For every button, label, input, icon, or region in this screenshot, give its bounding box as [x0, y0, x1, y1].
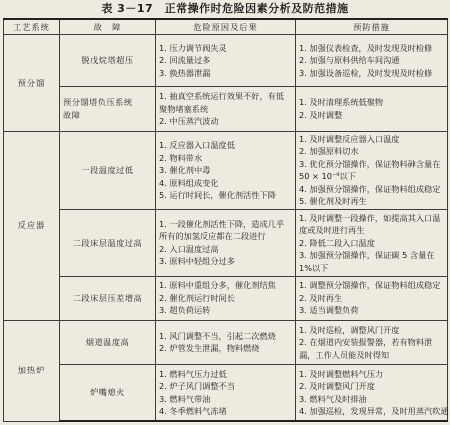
cause-line: 所有的加氢反应都在二段进行 — [159, 231, 266, 242]
table-row — [4, 131, 448, 210]
causes-cell — [156, 87, 296, 131]
fault-text: 脱戊烷塔超压 — [81, 55, 134, 66]
fault-text: 炉嘴熄火 — [90, 387, 125, 398]
cause-line: 2. 炉管发生泄漏，物料燃烧 — [159, 343, 260, 354]
table-row — [4, 35, 448, 87]
measure-line: 2. 在烟道内安装报警器，若有物料泄 — [299, 337, 433, 348]
header-system: 工艺系统 — [4, 19, 60, 35]
measure-line: 1. 及时调整燃料气压力 — [299, 368, 384, 379]
fault-cell — [60, 131, 156, 210]
fault-cell — [60, 87, 156, 131]
measure-line: 2. 加强与原料供给车间沟通 — [299, 55, 400, 66]
cause-line: 4. 冬季燃料气冻堵 — [159, 406, 227, 417]
cause-line: 1. 压力调节阀失灵 — [159, 42, 227, 53]
measure-line: 2. 及时调整 — [299, 109, 343, 120]
causes-cell — [156, 276, 296, 320]
header-fault: 故 障 — [60, 19, 156, 35]
fault-text: 烟道温度高 — [85, 337, 130, 348]
cause-line: 5. 运行时间长，催化剂活性下降 — [159, 190, 276, 201]
causes-cell — [156, 35, 296, 87]
measure-line: 3. 燃料气及时排油 — [299, 393, 367, 404]
table-row — [4, 87, 448, 131]
cause-line: 3. 催化剂中毒 — [159, 165, 211, 176]
cause-line: 1. 风门调整不当，引起二次燃烧 — [159, 330, 276, 341]
measure-line: 5. 催化剂及时再生 — [299, 196, 367, 207]
measures-cell — [296, 87, 448, 131]
cause-line: 1. 一段催化剂活性下降，造成几乎 — [159, 218, 285, 229]
measure-line: 3. 优化预分馏操作，保证物料砷含量在 — [299, 158, 441, 169]
measure-line: 1. 及时清理系统低聚物 — [299, 97, 384, 108]
cause-line: 3. 原料中轻组分过多 — [159, 256, 235, 267]
fault-text: 二段床层压差增高 — [72, 292, 143, 303]
measure-line: 2. 加强原料切水 — [299, 146, 359, 157]
measure-line: 4. 加强巡检，发现异常，及时用蒸汽吹通 — [299, 406, 449, 417]
causes-cell — [156, 210, 296, 276]
fault-cell — [60, 210, 156, 276]
fault-cell — [60, 276, 156, 320]
cause-line: 1. 原料中重组分多，催化剂结焦 — [159, 280, 276, 291]
measure-line: 1. 加强仪表检查，及时发现及时检修 — [299, 42, 433, 53]
causes-cell — [156, 131, 296, 210]
fault-cell — [60, 320, 156, 364]
cause-line: 3. 超负荷运转 — [159, 305, 211, 316]
measures-cell — [296, 320, 448, 364]
measure-line: 2. 及时调整风门开度 — [299, 381, 375, 392]
header-row — [4, 19, 448, 35]
measure-line: 2. 及时再生 — [299, 292, 343, 303]
system-cell: 反应器 — [4, 131, 60, 320]
measures-cell — [296, 131, 448, 210]
measure-line: 50 × 10⁻⁹以下 — [299, 171, 356, 182]
causes-cell — [156, 320, 296, 364]
measure-line: 3. 适当调整负荷 — [299, 305, 359, 316]
measure-line: 3. 加强预分馏操作，保证碳 5 含量在 — [299, 250, 435, 261]
hazard-analysis-table — [3, 18, 448, 422]
measure-line: 4. 加强预分馏操作，保证物料组成稳定 — [299, 183, 441, 194]
header-causes: 危险原因及后果 — [156, 19, 296, 35]
cause-line: 1. 燃料气压力过低 — [159, 368, 227, 379]
measure-line: 1%以下 — [299, 262, 329, 273]
measures-cell — [296, 365, 448, 421]
measure-line: 度或及时进行再生 — [299, 225, 365, 236]
cause-line: 1. 抽真空系统运行效果不好，有低 — [159, 91, 285, 102]
fault-cell — [60, 365, 156, 421]
fault-text: 一段温度过低 — [81, 165, 134, 176]
causes-cell — [156, 365, 296, 421]
measure-line: 1. 及时巡检，调整风门开度 — [299, 324, 400, 335]
cause-line: 4. 原料组成变化 — [159, 177, 219, 188]
fault-text: 二段床层温度过高 — [72, 237, 143, 248]
measures-cell — [296, 276, 448, 320]
cause-line: 聚物堵塞系统 — [159, 103, 209, 114]
table-row — [4, 210, 448, 276]
table-row — [4, 365, 448, 421]
measure-line: 漏，工作人员能及时得知 — [299, 349, 390, 360]
measure-line: 1. 及时调整反应器入口温度 — [299, 133, 400, 144]
table-row — [4, 276, 448, 320]
cause-line: 2. 入口温度过高 — [159, 243, 219, 254]
fault-text: 故障 — [63, 109, 81, 120]
cause-line: 1. 反应器入口温度低 — [159, 140, 235, 151]
cause-line: 2. 物料带水 — [159, 152, 203, 163]
system-cell: 预分馏 — [4, 35, 60, 132]
measure-line: 1. 及时调整一段操作，如提高其入口温 — [299, 212, 441, 223]
measure-line: 1. 调整预分馏操作，保证物料组成稳定 — [299, 280, 441, 291]
system-cell: 加热炉 — [4, 320, 60, 421]
fault-cell — [60, 35, 156, 87]
measures-cell — [296, 210, 448, 276]
header-measures: 预防措施 — [296, 19, 448, 35]
cause-line: 2. 催化剂运行时间长 — [159, 292, 235, 303]
table-row — [4, 320, 448, 364]
cause-line: 3. 燃料气带油 — [159, 393, 211, 404]
measure-line: 2. 降低二段入口温度 — [299, 237, 375, 248]
cause-line: 2. 回流量过多 — [159, 55, 211, 66]
cause-line: 2. 中压蒸汽波动 — [159, 116, 219, 127]
measure-line: 3. 加强设备巡检，及时发现及时检修 — [299, 67, 433, 78]
table-title: 表 3－17 正常操作时危险因素分析及防范措施 — [101, 2, 349, 15]
cause-line: 2. 炉子风门调整不当 — [159, 381, 235, 392]
fault-text: 预分馏塔负压系统 — [63, 97, 133, 108]
cause-line: 3. 换热器泄漏 — [159, 67, 211, 78]
measures-cell — [296, 35, 448, 87]
